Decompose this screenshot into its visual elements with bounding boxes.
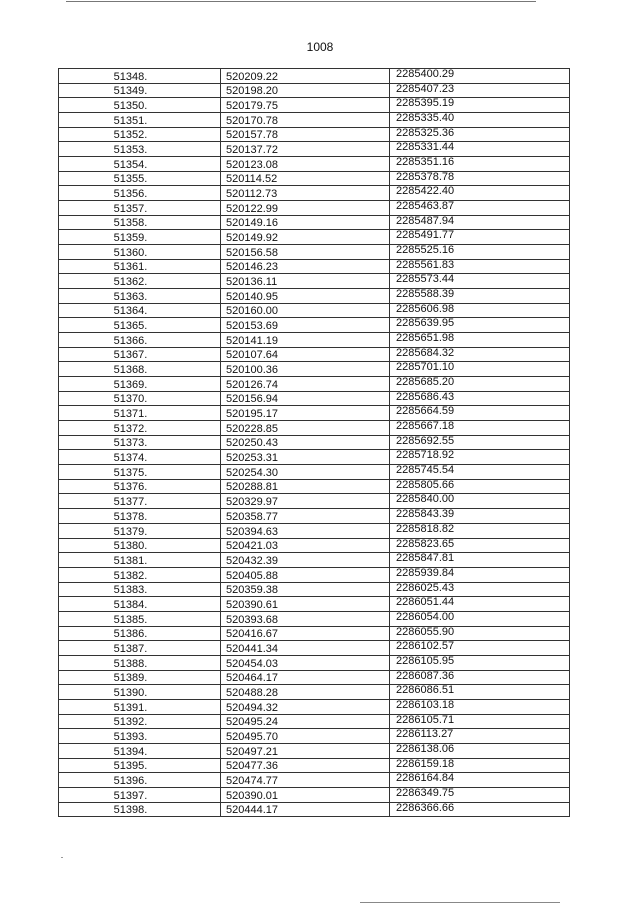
northing-cell: 2285525.16 [390, 245, 570, 260]
northing-cell: 2286054.00 [390, 611, 570, 626]
northing-cell: 2286087.36 [390, 670, 570, 685]
northing-cell: 2285667.18 [390, 421, 570, 436]
easting-cell: 520107.64 [221, 347, 390, 362]
table-row [59, 553, 570, 568]
point-number-cell: 51377. [59, 494, 221, 509]
northing-cell: 2285685.20 [390, 377, 570, 392]
easting-cell: 520100.36 [221, 362, 390, 377]
point-number-cell: 51365. [59, 318, 221, 333]
point-number-cell: 51371. [59, 406, 221, 421]
easting-cell: 520250.43 [221, 435, 390, 450]
table-row [59, 186, 570, 201]
northing-cell: 2286105.95 [390, 655, 570, 670]
table-row [59, 787, 570, 802]
point-number-cell: 51394. [59, 743, 221, 758]
northing-cell: 2285843.39 [390, 509, 570, 524]
northing-cell: 2285335.40 [390, 113, 570, 128]
northing-cell: 2286138.06 [390, 743, 570, 758]
northing-cell: 2286366.66 [390, 802, 570, 817]
northing-cell: 2286055.90 [390, 626, 570, 641]
table-row [59, 83, 570, 98]
point-number-cell: 51383. [59, 582, 221, 597]
easting-cell: 520156.94 [221, 391, 390, 406]
point-number-cell: 51369. [59, 377, 221, 392]
northing-cell: 2285351.16 [390, 157, 570, 172]
point-number-cell: 51392. [59, 714, 221, 729]
northing-cell: 2286051.44 [390, 597, 570, 612]
table-row [59, 127, 570, 142]
table-row [59, 597, 570, 612]
point-number-cell: 51361. [59, 259, 221, 274]
table-row [59, 567, 570, 582]
point-number-cell: 51391. [59, 699, 221, 714]
table-row [59, 538, 570, 553]
easting-cell: 520390.61 [221, 597, 390, 612]
northing-cell: 2285331.44 [390, 142, 570, 157]
point-number-cell: 51381. [59, 553, 221, 568]
northing-cell: 2285939.84 [390, 567, 570, 582]
easting-cell: 520195.17 [221, 406, 390, 421]
northing-cell: 2285491.77 [390, 230, 570, 245]
table-row [59, 171, 570, 186]
table-row [59, 655, 570, 670]
easting-cell: 520149.92 [221, 230, 390, 245]
northing-cell: 2285588.39 [390, 289, 570, 304]
northing-cell: 2285325.36 [390, 127, 570, 142]
table-row [59, 626, 570, 641]
table-row [59, 421, 570, 436]
point-number-cell: 51384. [59, 597, 221, 612]
northing-cell: 2285805.66 [390, 479, 570, 494]
point-number-cell: 51362. [59, 274, 221, 289]
easting-cell: 520198.20 [221, 83, 390, 98]
northing-cell: 2285745.54 [390, 465, 570, 480]
northing-cell: 2285561.83 [390, 259, 570, 274]
easting-cell: 520160.00 [221, 303, 390, 318]
easting-cell: 520444.17 [221, 802, 390, 817]
table-row [59, 670, 570, 685]
table-row [59, 685, 570, 700]
page-top-rule [66, 1, 536, 2]
point-number-cell: 51352. [59, 127, 221, 142]
easting-cell: 520288.81 [221, 479, 390, 494]
table-row [59, 714, 570, 729]
easting-cell: 520114.52 [221, 171, 390, 186]
point-number-cell: 51398. [59, 802, 221, 817]
point-number-cell: 51359. [59, 230, 221, 245]
northing-cell: 2285823.65 [390, 538, 570, 553]
easting-cell: 520495.24 [221, 714, 390, 729]
table-row [59, 773, 570, 788]
point-number-cell: 51396. [59, 773, 221, 788]
table-row [59, 113, 570, 128]
northing-cell: 2285818.82 [390, 523, 570, 538]
table-row [59, 479, 570, 494]
point-number-cell: 51373. [59, 435, 221, 450]
northing-cell: 2285395.19 [390, 98, 570, 113]
northing-cell: 2285651.98 [390, 333, 570, 348]
easting-cell: 520488.28 [221, 685, 390, 700]
point-number-cell: 51379. [59, 523, 221, 538]
point-number-cell: 51380. [59, 538, 221, 553]
northing-cell: 2286113.27 [390, 729, 570, 744]
easting-cell: 520495.70 [221, 729, 390, 744]
table-row [59, 259, 570, 274]
easting-cell: 520153.69 [221, 318, 390, 333]
northing-cell: 2285400.29 [390, 69, 570, 84]
easting-cell: 520416.67 [221, 626, 390, 641]
northing-cell: 2285701.10 [390, 362, 570, 377]
easting-cell: 520405.88 [221, 567, 390, 582]
point-number-cell: 51386. [59, 626, 221, 641]
point-number-cell: 51368. [59, 362, 221, 377]
easting-cell: 520157.78 [221, 127, 390, 142]
easting-cell: 520390.01 [221, 787, 390, 802]
table-row [59, 157, 570, 172]
northing-cell: 2285718.92 [390, 450, 570, 465]
easting-cell: 520122.99 [221, 201, 390, 216]
table-row [59, 435, 570, 450]
easting-cell: 520393.68 [221, 611, 390, 626]
easting-cell: 520464.17 [221, 670, 390, 685]
page-bottom-rule [360, 902, 560, 903]
northing-cell: 2285378.78 [390, 171, 570, 186]
northing-cell: 2285463.87 [390, 201, 570, 216]
easting-cell: 520253.31 [221, 450, 390, 465]
point-number-cell: 51375. [59, 465, 221, 480]
northing-cell: 2286103.18 [390, 699, 570, 714]
point-number-cell: 51372. [59, 421, 221, 436]
point-number-cell: 51395. [59, 758, 221, 773]
easting-cell: 520146.23 [221, 259, 390, 274]
point-number-cell: 51388. [59, 655, 221, 670]
table-row [59, 509, 570, 524]
coordinate-table [58, 68, 570, 817]
northing-cell: 2286025.43 [390, 582, 570, 597]
table-row [59, 142, 570, 157]
point-number-cell: 51378. [59, 509, 221, 524]
point-number-cell: 51350. [59, 98, 221, 113]
point-number-cell: 51382. [59, 567, 221, 582]
point-number-cell: 51353. [59, 142, 221, 157]
easting-cell: 520359.38 [221, 582, 390, 597]
northing-cell: 2285847.81 [390, 553, 570, 568]
point-number-cell: 51376. [59, 479, 221, 494]
table-row [59, 729, 570, 744]
easting-cell: 520329.97 [221, 494, 390, 509]
northing-cell: 2286164.84 [390, 773, 570, 788]
easting-cell: 520140.95 [221, 289, 390, 304]
point-number-cell: 51364. [59, 303, 221, 318]
point-number-cell: 51393. [59, 729, 221, 744]
table-row [59, 333, 570, 348]
table-row [59, 391, 570, 406]
easting-cell: 520494.32 [221, 699, 390, 714]
point-number-cell: 51374. [59, 450, 221, 465]
easting-cell: 520156.58 [221, 245, 390, 260]
northing-cell: 2285684.32 [390, 347, 570, 362]
point-number-cell: 51367. [59, 347, 221, 362]
table-row [59, 347, 570, 362]
page-number: 1008 [306, 40, 334, 54]
table-row [59, 230, 570, 245]
table-row [59, 743, 570, 758]
easting-cell: 520358.77 [221, 509, 390, 524]
easting-cell: 520170.78 [221, 113, 390, 128]
table-row [59, 215, 570, 230]
easting-cell: 520421.03 [221, 538, 390, 553]
table-row [59, 406, 570, 421]
point-number-cell: 51370. [59, 391, 221, 406]
table-row [59, 450, 570, 465]
northing-cell: 2285606.98 [390, 303, 570, 318]
table-row [59, 802, 570, 817]
table-row [59, 611, 570, 626]
easting-cell: 520126.74 [221, 377, 390, 392]
table-row [59, 289, 570, 304]
easting-cell: 520136.11 [221, 274, 390, 289]
point-number-cell: 51389. [59, 670, 221, 685]
table-row [59, 758, 570, 773]
easting-cell: 520454.03 [221, 655, 390, 670]
northing-cell: 2285686.43 [390, 391, 570, 406]
table-row [59, 69, 570, 84]
northing-cell: 2286102.57 [390, 641, 570, 656]
northing-cell: 2285692.55 [390, 435, 570, 450]
northing-cell: 2285487.94 [390, 215, 570, 230]
point-number-cell: 51355. [59, 171, 221, 186]
table-row [59, 318, 570, 333]
point-number-cell: 51390. [59, 685, 221, 700]
easting-cell: 520474.77 [221, 773, 390, 788]
scan-speck [61, 857, 63, 858]
easting-cell: 520123.08 [221, 157, 390, 172]
table-row [59, 377, 570, 392]
point-number-cell: 51349. [59, 83, 221, 98]
easting-cell: 520137.72 [221, 142, 390, 157]
point-number-cell: 51360. [59, 245, 221, 260]
easting-cell: 520254.30 [221, 465, 390, 480]
northing-cell: 2286159.18 [390, 758, 570, 773]
northing-cell: 2285840.00 [390, 494, 570, 509]
easting-cell: 520209.22 [221, 69, 390, 84]
table-row [59, 274, 570, 289]
table-row [59, 201, 570, 216]
point-number-cell: 51385. [59, 611, 221, 626]
table-row [59, 494, 570, 509]
easting-cell: 520141.19 [221, 333, 390, 348]
easting-cell: 520477.36 [221, 758, 390, 773]
northing-cell: 2285573.44 [390, 274, 570, 289]
point-number-cell: 51358. [59, 215, 221, 230]
northing-cell: 2286086.51 [390, 685, 570, 700]
point-number-cell: 51351. [59, 113, 221, 128]
table-row [59, 362, 570, 377]
easting-cell: 520497.21 [221, 743, 390, 758]
northing-cell: 2286349.75 [390, 787, 570, 802]
table-row [59, 641, 570, 656]
table-row [59, 245, 570, 260]
table-row [59, 699, 570, 714]
easting-cell: 520179.75 [221, 98, 390, 113]
northing-cell: 2285422.40 [390, 186, 570, 201]
easting-cell: 520112.73 [221, 186, 390, 201]
easting-cell: 520432.39 [221, 553, 390, 568]
easting-cell: 520149.16 [221, 215, 390, 230]
northing-cell: 2285664.59 [390, 406, 570, 421]
northing-cell: 2286105.71 [390, 714, 570, 729]
table-row [59, 523, 570, 538]
table-row [59, 465, 570, 480]
point-number-cell: 51348. [59, 69, 221, 84]
northing-cell: 2285639.95 [390, 318, 570, 333]
point-number-cell: 51387. [59, 641, 221, 656]
point-number-cell: 51356. [59, 186, 221, 201]
easting-cell: 520441.34 [221, 641, 390, 656]
point-number-cell: 51354. [59, 157, 221, 172]
point-number-cell: 51357. [59, 201, 221, 216]
coordinate-table-body [59, 69, 570, 817]
northing-cell: 2285407.23 [390, 83, 570, 98]
easting-cell: 520228.85 [221, 421, 390, 436]
point-number-cell: 51397. [59, 787, 221, 802]
point-number-cell: 51363. [59, 289, 221, 304]
table-row [59, 582, 570, 597]
point-number-cell: 51366. [59, 333, 221, 348]
table-row [59, 98, 570, 113]
table-row [59, 303, 570, 318]
easting-cell: 520394.63 [221, 523, 390, 538]
